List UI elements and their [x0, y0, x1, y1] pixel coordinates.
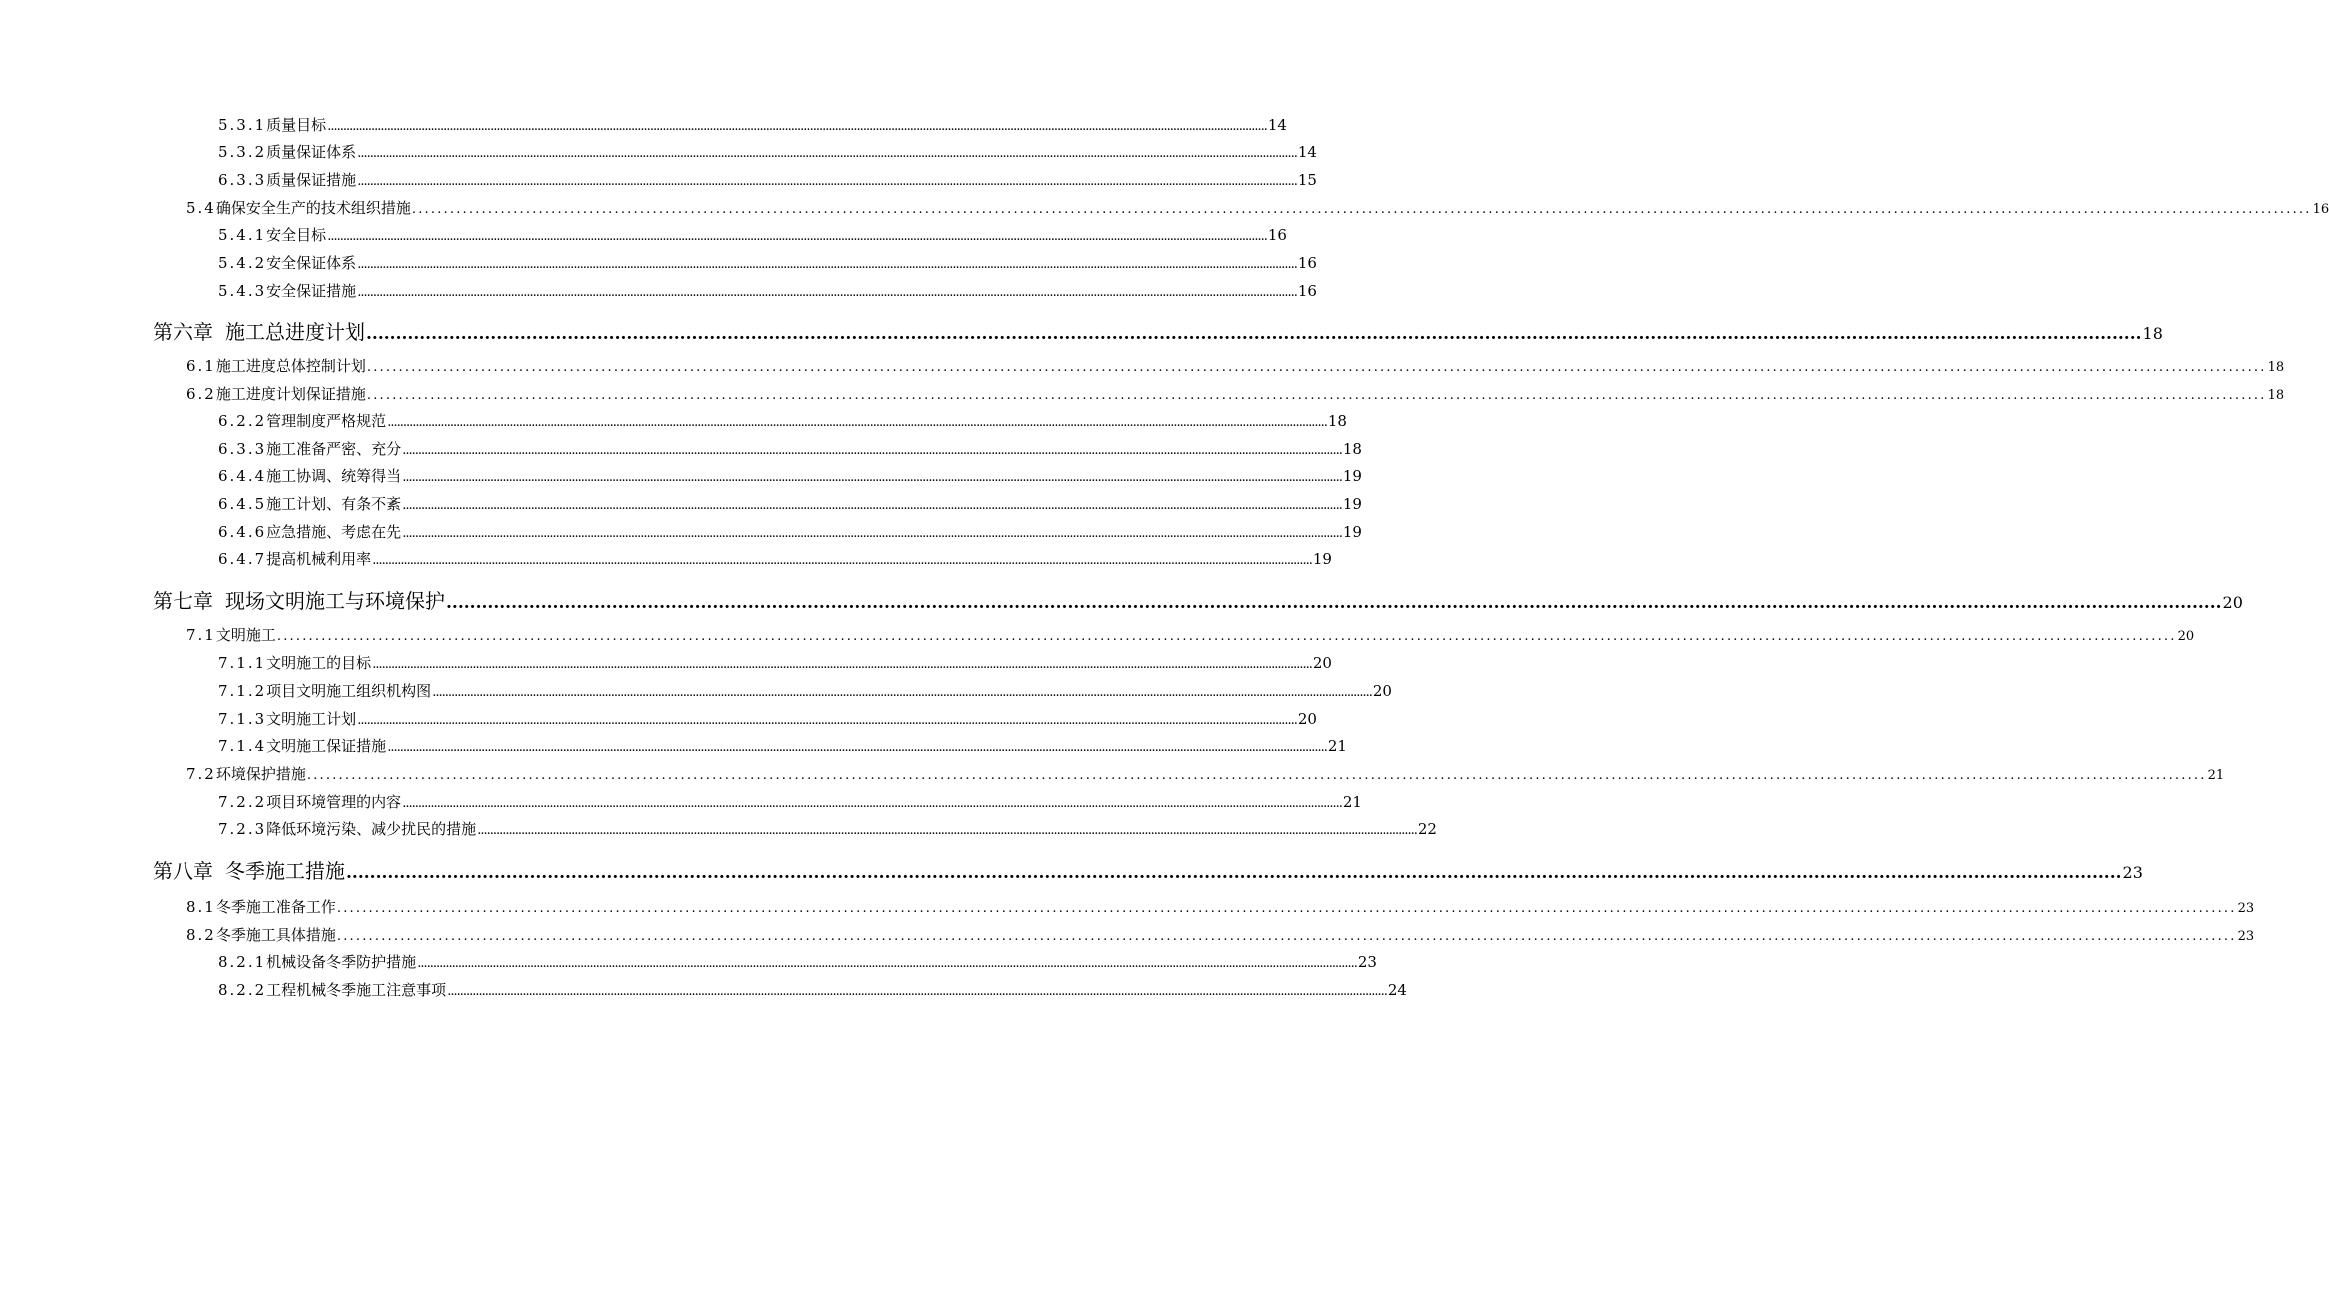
- toc-entry-number: 5.3.2: [218, 143, 267, 161]
- toc-entry-page: 21: [1342, 793, 1362, 811]
- dot-leader: ............................................................................................................................................................................................................................................................................................................: [357, 146, 1297, 161]
- toc-entry-page: 20: [1297, 710, 1317, 728]
- toc-entry-number: 8.2: [186, 926, 216, 944]
- toc-entry-page: 23: [1357, 953, 1377, 971]
- toc-entry-page: 23: [2122, 863, 2143, 882]
- toc-entry-number: 5.3.1: [218, 116, 267, 134]
- toc-entry-page: 15: [1297, 171, 1317, 189]
- toc-entry-page: 21: [2207, 768, 2225, 783]
- toc-entry-number: 8.2.1: [218, 953, 267, 971]
- toc-entry-title: 施工进度计划保证措施: [215, 385, 366, 403]
- toc-entry[interactable]: [186, 896, 2255, 918]
- toc-entry-title: 文明施工保证措施: [266, 737, 387, 755]
- dot-leader: ............................................................................................................................................................................................................................................................................................................: [336, 929, 2237, 944]
- dot-leader: ............................................................................................................................................................................................................................................................................................................: [432, 685, 1372, 700]
- toc-entry-title: 提高机械利用率: [266, 550, 372, 568]
- toc-entry[interactable]: [186, 763, 2225, 785]
- toc-entry-title: 施工准备严密、充分: [266, 440, 402, 458]
- toc-entry-page: 22: [1417, 820, 1437, 838]
- dot-leader: ............................................................................................................................................................................................................................................................................................................: [417, 956, 1357, 971]
- toc-entry-title: 降低环境污染、减少扰民的措施: [266, 820, 477, 838]
- toc-entry-page: 19: [1342, 495, 1362, 513]
- toc-entry[interactable]: [218, 791, 1362, 813]
- toc-entry[interactable]: [218, 224, 1287, 246]
- toc-entry-number: 6.4.4: [218, 467, 267, 485]
- toc-entry-number: 6.1: [186, 357, 216, 375]
- dot-leader: ............................................................................................................................................................................................................................................................................................................: [402, 443, 1342, 458]
- dot-leader: ............................................................................................................................................................................................................................................................................................................: [477, 823, 1417, 838]
- toc-entry-number: 第七章: [153, 589, 213, 613]
- toc-entry-number: 6.2.2: [218, 412, 267, 430]
- toc-entry-number: 7.1.4: [218, 737, 267, 755]
- toc-entry-number: 6.4.5: [218, 495, 267, 513]
- toc-entry-page: 19: [1342, 467, 1362, 485]
- toc-entry-title: 冬季施工措施: [225, 859, 345, 883]
- toc-entry[interactable]: [218, 979, 1407, 1001]
- dot-leader: ............................................................................................................................................................................................................................................................................................................: [346, 863, 2122, 883]
- dot-leader: ............................................................................................................................................................................................................................................................................................................: [357, 257, 1297, 272]
- toc-entry-title: 文明施工的目标: [266, 654, 372, 672]
- toc-entry[interactable]: [218, 521, 1362, 543]
- toc-entry-title: 质量目标: [266, 116, 327, 134]
- toc-entry-title: 安全保证体系: [266, 254, 357, 272]
- toc-entry-title: 机械设备冬季防护措施: [266, 953, 417, 971]
- dot-leader: ............................................................................................................................................................................................................................................................................................................: [411, 202, 2312, 217]
- toc-entry[interactable]: [218, 141, 1317, 163]
- toc-entry-title: 项目文明施工组织机构图: [266, 682, 432, 700]
- dot-leader: ............................................................................................................................................................................................................................................................................................................: [387, 740, 1327, 755]
- toc-entry-title: 施工计划、有条不紊: [266, 495, 402, 513]
- toc-entry-page: 18: [2142, 324, 2163, 343]
- toc-entry-page: 24: [1387, 981, 1407, 999]
- toc-entry-title: 文明施工计划: [266, 710, 357, 728]
- toc-entry-title: 施工进度总体控制计划: [215, 357, 366, 375]
- dot-leader: ............................................................................................................................................................................................................................................................................................................: [306, 768, 2207, 783]
- toc-entry[interactable]: [186, 383, 2285, 405]
- toc-entry-title: 项目环境管理的内容: [266, 793, 402, 811]
- toc-entry-title: 确保安全生产的技术组织措施: [215, 199, 411, 217]
- toc-entry-page: 16: [1297, 282, 1317, 300]
- dot-leader: ............................................................................................................................................................................................................................................................................................................: [276, 629, 2177, 644]
- toc-chapter[interactable]: [153, 585, 2243, 615]
- toc-entry-title: 冬季施工具体措施: [215, 926, 336, 944]
- toc-entry-number: 5.4.1: [218, 226, 267, 244]
- toc-entry[interactable]: [186, 624, 2195, 646]
- dot-leader: ............................................................................................................................................................................................................................................................................................................: [402, 498, 1342, 513]
- dot-leader: ............................................................................................................................................................................................................................................................................................................: [336, 901, 2237, 916]
- toc-entry-page: 23: [2237, 901, 2255, 916]
- toc-chapter[interactable]: [153, 316, 2163, 346]
- toc-entry-page: 21: [1327, 737, 1347, 755]
- dot-leader: ............................................................................................................................................................................................................................................................................................................: [402, 796, 1342, 811]
- toc-entry[interactable]: [218, 548, 1332, 570]
- toc-entry-number: 7.2.3: [218, 820, 267, 838]
- toc-entry-number: 7.1.1: [218, 654, 267, 672]
- toc-entry[interactable]: [218, 708, 1317, 730]
- dot-leader: ............................................................................................................................................................................................................................................................................................................: [447, 984, 1387, 999]
- toc-entry-number: 第六章: [153, 320, 213, 344]
- toc-chapter[interactable]: [153, 855, 2143, 885]
- toc-entry-page: 16: [1267, 226, 1287, 244]
- toc-entry-number: 7.1.2: [218, 682, 267, 700]
- dot-leader: ............................................................................................................................................................................................................................................................................................................: [366, 360, 2267, 375]
- toc-entry-page: 18: [1327, 412, 1347, 430]
- toc-entry[interactable]: [218, 410, 1347, 432]
- toc-entry-number: 6.3.3: [218, 171, 267, 189]
- toc-entry-title: 环境保护措施: [215, 765, 306, 783]
- dot-leader: ............................................................................................................................................................................................................................................................................................................: [357, 713, 1297, 728]
- toc-entry[interactable]: [218, 652, 1332, 674]
- toc-entry-title: 安全目标: [266, 226, 327, 244]
- toc-entry-number: 5.4: [186, 199, 216, 217]
- toc-entry-number: 7.2.2: [218, 793, 267, 811]
- toc-entry-number: 6.4.7: [218, 550, 267, 568]
- toc-entry[interactable]: [218, 951, 1377, 973]
- toc-entry-title: 现场文明施工与环境保护: [225, 589, 445, 613]
- toc-entry[interactable]: [218, 114, 1287, 136]
- toc-entry-title: 安全保证措施: [266, 282, 357, 300]
- toc-entry-title: 质量保证措施: [266, 171, 357, 189]
- toc-entry-page: 20: [2177, 629, 2195, 644]
- toc-entry-page: 18: [2267, 388, 2285, 403]
- dot-leader: ............................................................................................................................................................................................................................................................................................................: [366, 324, 2142, 344]
- toc-entry-title: 管理制度严格规范: [266, 412, 387, 430]
- toc-entry-title: 施工总进度计划: [225, 320, 365, 344]
- toc-entry-number: 8.1: [186, 898, 216, 916]
- toc-entry[interactable]: [186, 197, 2329, 219]
- dot-leader: ............................................................................................................................................................................................................................................................................................................: [402, 470, 1342, 485]
- toc-entry-page: 18: [1342, 440, 1362, 458]
- toc-entry-title: 冬季施工准备工作: [215, 898, 336, 916]
- toc-entry-page: 20: [2222, 593, 2243, 612]
- toc-entry-page: 16: [1297, 254, 1317, 272]
- toc-entry[interactable]: [186, 355, 2285, 377]
- toc-entry-page: 16: [2312, 202, 2329, 217]
- toc-entry-title: 质量保证体系: [266, 143, 357, 161]
- toc-entry-number: 5.4.2: [218, 254, 267, 272]
- toc-entry-page: 18: [2267, 360, 2285, 375]
- dot-leader: ............................................................................................................................................................................................................................................................................................................: [402, 526, 1342, 541]
- dot-leader: ............................................................................................................................................................................................................................................................................................................: [446, 593, 2222, 613]
- dot-leader: ............................................................................................................................................................................................................................................................................................................: [357, 174, 1297, 189]
- dot-leader: ............................................................................................................................................................................................................................................................................................................: [327, 119, 1267, 134]
- toc-entry[interactable]: [218, 252, 1317, 274]
- toc-entry-page: 14: [1267, 116, 1287, 134]
- toc-entry-page: 23: [2237, 929, 2255, 944]
- toc-entry-number: 7.1: [186, 626, 216, 644]
- toc-entry-title: 施工协调、统筹得当: [266, 467, 402, 485]
- toc-entry-number: 7.1.3: [218, 710, 267, 728]
- toc-entry-number: 6.2: [186, 385, 216, 403]
- toc-entry-page: 14: [1297, 143, 1317, 161]
- dot-leader: ............................................................................................................................................................................................................................................................................................................: [357, 285, 1297, 300]
- dot-leader: ............................................................................................................................................................................................................................................................................................................: [372, 553, 1312, 568]
- toc-entry-number: 6.3.3: [218, 440, 267, 458]
- toc-entry-number: 7.2: [186, 765, 216, 783]
- toc-entry[interactable]: [218, 169, 1317, 191]
- toc-entry-number: 5.4.3: [218, 282, 267, 300]
- toc-entry-page: 20: [1312, 654, 1332, 672]
- toc-entry-title: 文明施工: [215, 626, 276, 644]
- toc-entry-title: 应急措施、考虑在先: [266, 523, 402, 541]
- toc-entry-number: 第八章: [153, 859, 213, 883]
- toc-entry[interactable]: [218, 493, 1362, 515]
- toc-entry[interactable]: [218, 735, 1347, 757]
- toc-entry-page: 20: [1372, 682, 1392, 700]
- toc-entry-page: 19: [1342, 523, 1362, 541]
- toc-entry[interactable]: [186, 924, 2255, 946]
- toc-entry[interactable]: [218, 465, 1362, 487]
- toc-entry[interactable]: [218, 438, 1362, 460]
- toc-entry-number: 6.4.6: [218, 523, 267, 541]
- toc-entry-page: 19: [1312, 550, 1332, 568]
- toc-entry[interactable]: [218, 680, 1392, 702]
- dot-leader: ............................................................................................................................................................................................................................................................................................................: [372, 657, 1312, 672]
- toc-entry[interactable]: [218, 818, 1437, 840]
- toc-entry-title: 工程机械冬季施工注意事项: [266, 981, 447, 999]
- toc-entry[interactable]: [218, 280, 1317, 302]
- toc-entry-number: 8.2.2: [218, 981, 267, 999]
- dot-leader: ............................................................................................................................................................................................................................................................................................................: [387, 415, 1327, 430]
- dot-leader: ............................................................................................................................................................................................................................................................................................................: [327, 229, 1267, 244]
- dot-leader: ............................................................................................................................................................................................................................................................................................................: [366, 388, 2267, 403]
